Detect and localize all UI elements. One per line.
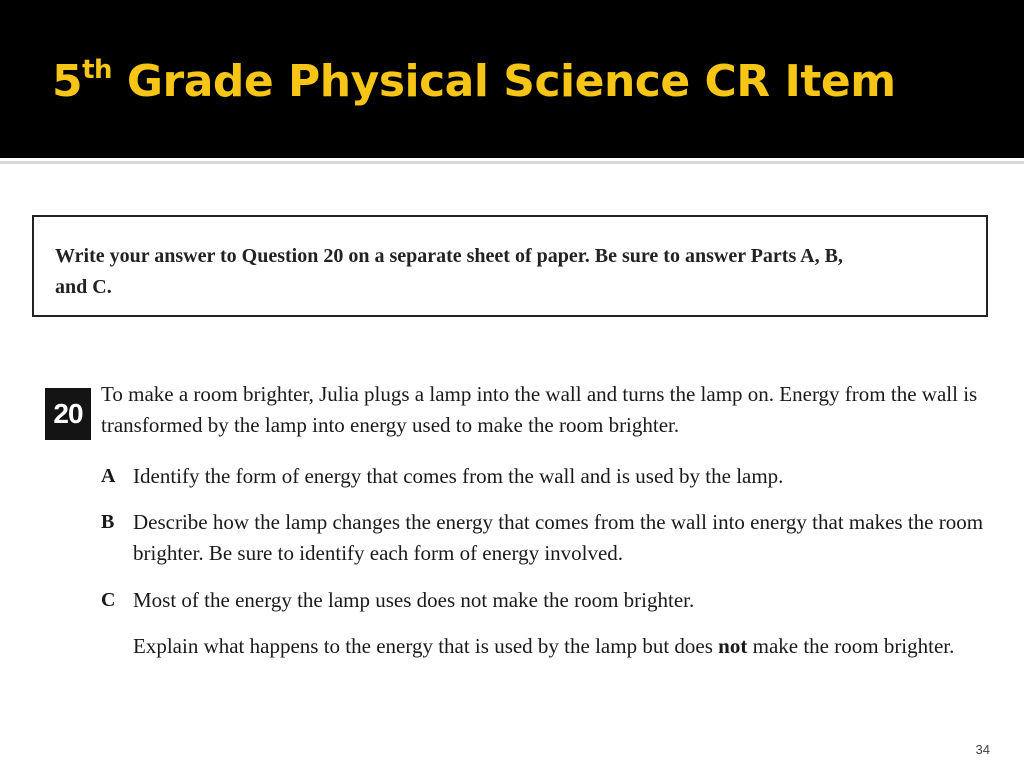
part-a-text: Identify the form of energy that comes from the wall and is used by the lamp. — [133, 464, 784, 488]
part-b-letter: B — [101, 511, 115, 533]
part-c-letter: C — [101, 589, 116, 611]
part-c-text: Most of the energy the lamp uses does not make the room brighter. — [133, 588, 695, 612]
instruction-box — [32, 215, 988, 317]
part-c-explanation-start: Explain what happens to the energy that is used by the lamp but does — [133, 634, 719, 658]
part-c-explanation — [133, 631, 1003, 662]
part-b-text: Describe how the lamp changes the energy that comes from the wall into energy that makes the room brighter. Be sure to identify each form of energy involved. — [133, 510, 984, 565]
page-number: 34 — [975, 742, 990, 757]
question-stem: To make a room brighter, Julia plugs a lamp into the wall and turns the lamp on. Energy from the wall is transformed by the lamp into energy used to make the room brighter. — [101, 382, 978, 437]
slide-title — [52, 52, 896, 112]
part-c-emphasis: not — [718, 634, 748, 658]
title-text: Grade Physical Science CR Item — [112, 56, 896, 107]
part-a-letter: A — [101, 465, 116, 487]
title-number: 5 — [52, 56, 83, 107]
part-c-explanation-end: make the room brighter. — [747, 634, 955, 658]
title-superscript: th — [82, 55, 113, 85]
instruction-text: Write your answer to Question 20 on a separate sheet of paper. Be sure to answer Parts A, B, and C. — [55, 245, 843, 298]
title-divider — [0, 161, 1024, 164]
question-number-badge: 20 — [45, 388, 91, 440]
